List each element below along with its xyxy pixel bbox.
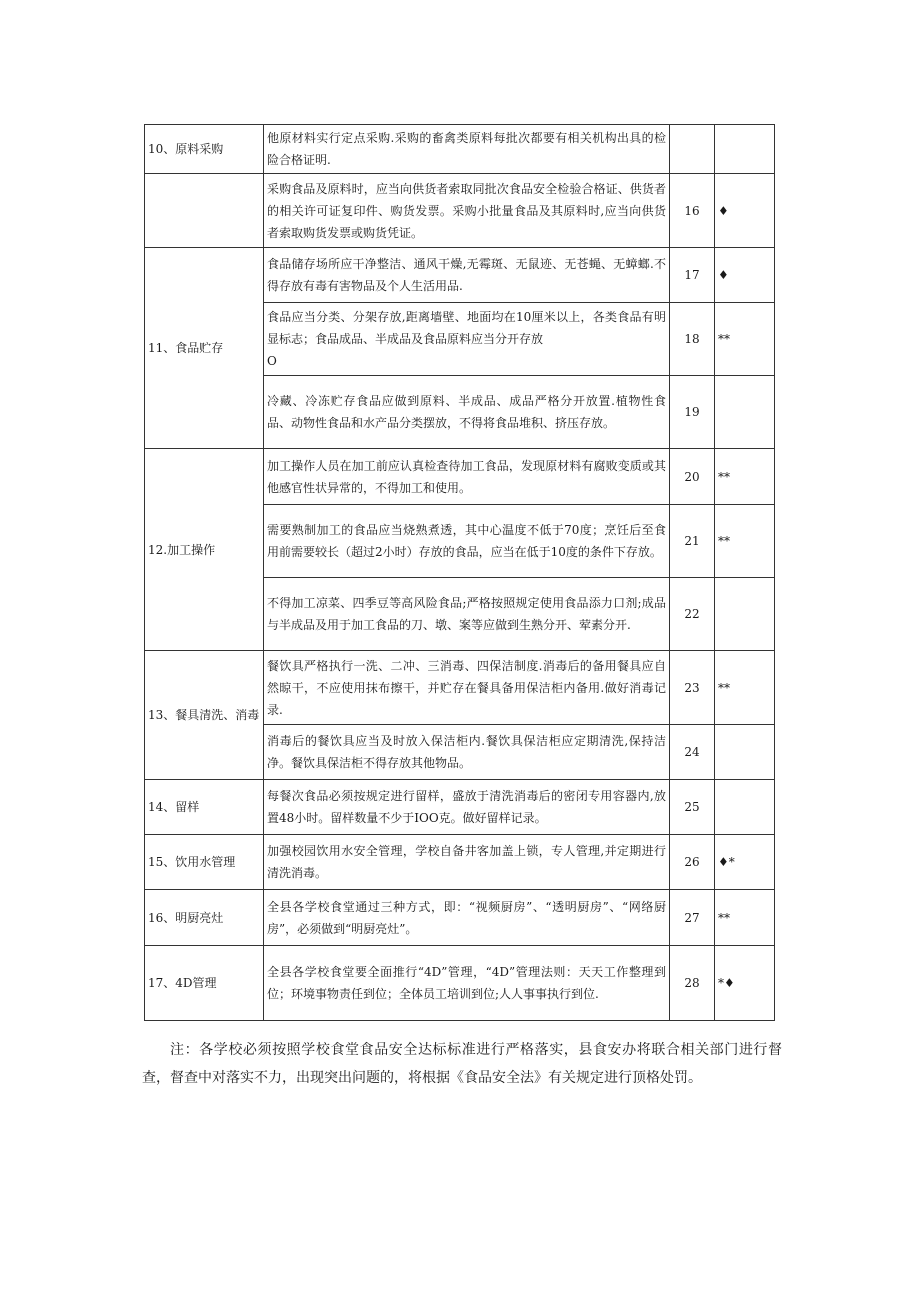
item-number-cell: 23 [670,651,715,725]
mark-cell: *♦ [715,946,775,1021]
category-cell: 15、饮用水管理 [145,835,264,890]
category-cell: 11、食品贮存 [145,248,264,449]
mark-cell: ** [715,303,775,376]
mark-cell: ** [715,449,775,505]
category-cell: 10、原料采购 [145,125,264,174]
mark-cell: ♦* [715,835,775,890]
category-cell: 17、4D管理 [145,946,264,1021]
table-row [145,449,775,505]
description-cell: 全县各学校食堂要全面推行“4D”管理，“4D”管理法则：天天工作整理到位；环境事物责任到位；全体员工培训到位;人人事事执行到位. [264,946,670,1021]
category-cell: 16、明厨亮灶 [145,890,264,946]
mark-cell [715,376,775,449]
description-cell [264,303,670,376]
mark-cell [715,578,775,651]
category-cell: 12.加工操作 [145,449,264,651]
description-cell: 全县各学校食堂通过三种方式，即：“视频厨房”、“透明厨房”、“网络厨房”，必须做到“明厨亮灶”。 [264,890,670,946]
mark-cell: ** [715,890,775,946]
description-cell: 冷藏、冷冻贮存食品应做到原料、半成品、成品严格分开放置.植物性食品、动物性食品和水产品分类摆放，不得将食品堆积、挤压存放。 [264,376,670,449]
table-row [145,174,775,248]
item-number-cell: 19 [670,376,715,449]
item-number-cell: 28 [670,946,715,1021]
description-cell: 加强校园饮用水安全管理，学校自备井客加盖上锁，专人管理,并定期进行清洗消毒。 [264,835,670,890]
description-cell: 他原材料实行定点采购.采购的畜禽类原料每批次都要有相关机构出具的检险合格证明. [264,125,670,174]
item-number-cell: 26 [670,835,715,890]
mark-cell: ** [715,651,775,725]
item-number-cell: 25 [670,780,715,835]
standards-table [144,124,775,1021]
description-cell: 不得加工凉菜、四季豆等高风险食品;严格按照规定使用食品添力口剂;成品与半成品及用于加工食品的刀、墩、案等应做到生熟分开、荤素分开. [264,578,670,651]
mark-cell: ** [715,505,775,578]
description-cell: 每餐次食品必须按规定进行留样，盛放于清洗消毒后的密闭专用容器内,放置48小时。留样数量不少于IOO克。做好留样记录。 [264,780,670,835]
category-cell [145,174,264,248]
description-text: 食品应当分类、分架存放,距离墙壁、地面均在10厘米以上，各类食品有明显标志；食品成品、半成品及食品原料应当分开存放 [267,310,666,346]
footnote: 注：各学校必须按照学校食堂食品安全达标标准进行严格落实，县食安办将联合相关部门进行督查，督查中对落实不力，出现突出问题的，将根据《食品安全法》有关规定进行顶格处罚。 [142,1042,782,1086]
description-cell: 食品储存场所应干净整洁、通风干燥,无霉斑、无鼠迹、无苍蝇、无蟑螂.不得存放有毒有害物品及个人生活用品. [264,248,670,303]
description-cell: 消毒后的餐饮具应当及时放入保洁柜内.餐饮具保洁柜应定期清洗,保持洁净。餐饮具保洁柜不得存放其他物品。 [264,725,670,780]
table-row [145,248,775,303]
item-number-cell: 22 [670,578,715,651]
description-cell: 需要熟制加工的食品应当烧熟煮透，其中心温度不低于70度；烹饪后至食用前需要较长（超过2小时）存放的食品，应当在低于10度的条件下存放。 [264,505,670,578]
mark-cell: ♦ [715,248,775,303]
table-row [145,651,775,725]
category-cell: 14、留样 [145,780,264,835]
item-number-cell [670,125,715,174]
item-number-cell: 24 [670,725,715,780]
item-number-cell: 17 [670,248,715,303]
table-row [145,946,775,1021]
category-cell: 13、餐具清洗、消毒 [145,651,264,780]
table-row [145,780,775,835]
item-number-cell: 21 [670,505,715,578]
description-cell: 加工操作人员在加工前应认真检查待加工食品，发现原材料有腐败变质或其他感官性状异常的，不得加工和使用。 [264,449,670,505]
mark-cell [715,725,775,780]
item-number-cell: 27 [670,890,715,946]
description-cell: 餐饮具严格执行一洗、二冲、三消毒、四保洁制度.消毒后的备用餐具应自然晾干，不应使用抹布擦干，并贮存在餐具备用保洁柜内备用.做好消毒记录. [264,651,670,725]
table-row [145,125,775,174]
mark-cell [715,780,775,835]
table-row [145,835,775,890]
description-cell: 采购食品及原料时，应当向供货者索取同批次食品安全检验合格证、供货者的相关许可证复印件、购货发票。采购小批量食品及其原料时,应当向供货者索取购货发票或购货凭证。 [264,174,670,248]
item-number-cell: 20 [670,449,715,505]
description-extra: O [267,354,277,368]
item-number-cell: 16 [670,174,715,248]
table-row [145,890,775,946]
item-number-cell: 18 [670,303,715,376]
mark-cell [715,125,775,174]
mark-cell: ♦ [715,174,775,248]
